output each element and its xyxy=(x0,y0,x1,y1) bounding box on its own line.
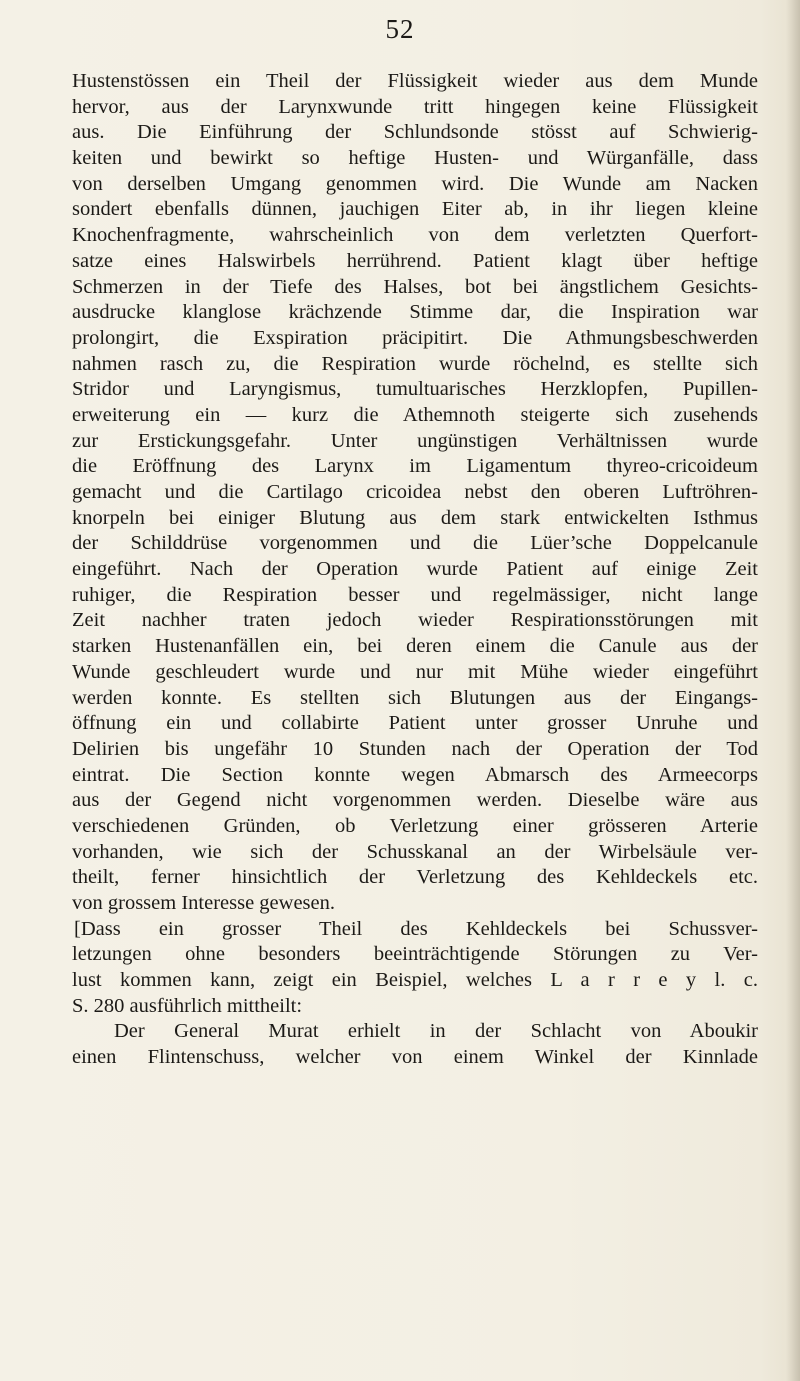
text-line: erweiterung ein — kurz die Athemnoth steigerte sich zusehends xyxy=(72,403,758,426)
text-line: theilt, ferner hinsichtlich der Verletzung des Kehldeckels etc. xyxy=(72,866,758,889)
text-line: Hustenstössen ein Theil der Flüssigkeit wieder aus dem Munde xyxy=(72,70,758,92)
paragraph-start-line: Der General Murat erhielt in der Schlacht von Aboukir xyxy=(114,1020,758,1043)
text-line: ruhiger, die Respiration besser und regelmässiger, nicht lange xyxy=(72,583,758,606)
text-line: die Eröffnung des Larynx im Ligamentum thyreo-cricoideum xyxy=(72,455,758,478)
text-line: satze eines Halswirbels herrührend. Patient klagt über heftige xyxy=(72,249,758,272)
body-text xyxy=(72,69,758,1071)
text-line: Stridor und Laryngismus, tumultuarisches Herzklopfen, Pupillen- xyxy=(72,378,758,401)
page-edge-shadow xyxy=(786,0,800,1381)
text-line: einen Flintenschuss, welcher von einem Winkel der Kinnlade xyxy=(72,1046,758,1069)
paragraph-end-line: S. 280 ausführlich mittheilt: xyxy=(72,994,303,1017)
text-line: Knochenfragmente, wahrscheinlich von dem verletzten Querfort- xyxy=(72,224,758,247)
text-line: Delirien bis ungefähr 10 Stunden nach der Operation der Tod xyxy=(72,737,758,760)
page-number: 52 xyxy=(385,14,415,44)
paragraph-end-line: von grossem Interesse gewesen. xyxy=(72,892,336,914)
text-line: verschiedenen Gründen, ob Verletzung einer grösseren Arterie xyxy=(72,814,758,837)
text-line: der Schilddrüse vorgenommen und die Lüer’sche Doppelcanule xyxy=(72,532,758,555)
text-line: Zeit nachher traten jedoch wieder Respirationsstörungen mit xyxy=(72,609,758,632)
text-line: werden konnte. Es stellten sich Blutungen aus der Eingangs- xyxy=(72,686,758,709)
text-line: vorhanden, wie sich der Schusskanal an der Wirbelsäule ver- xyxy=(72,840,758,863)
text-line: öffnung ein und collabirte Patient unter grosser Unruhe und xyxy=(72,712,758,735)
text-line: knorpeln bei einiger Blutung aus dem stark entwickelten Isthmus xyxy=(72,506,758,529)
text-line: Wunde geschleudert wurde und nur mit Mühe wieder eingeführt xyxy=(72,660,758,683)
text-line: prolongirt, die Exspiration präcipitirt. Die Athmungsbeschwerden xyxy=(72,326,758,349)
text-line: sondert ebenfalls dünnen, jauchigen Eiter ab, in ihr liegen kleine xyxy=(72,198,758,221)
text-line: ausdrucke klanglose krächzende Stimme dar, die Inspiration war xyxy=(72,301,758,324)
text-line: lust kommen kann, zeigt ein Beispiel, welches L a r r e y l. c. xyxy=(72,969,758,992)
text-line: zur Erstickungsgefahr. Unter ungünstigen Verhältnissen wurde xyxy=(72,429,758,452)
text-line: von derselben Umgang genommen wird. Die Wunde am Nacken xyxy=(72,172,758,195)
text-line: gemacht und die Cartilago cricoidea nebst den oberen Luftröhren- xyxy=(72,481,758,503)
text-line: aus der Gegend nicht vorgenommen werden. Dieselbe wäre aus xyxy=(72,789,758,812)
text-line: nahmen rasch zu, die Respiration wurde röchelnd, es stellte sich xyxy=(72,352,758,375)
text-line: keiten und bewirkt so heftige Husten- und Würganfälle, dass xyxy=(72,147,758,170)
text-line: [Dass ein grosser Theil des Kehldeckels bei Schussver- xyxy=(74,917,758,940)
text-line: eingeführt. Nach der Operation wurde Patient auf einige Zeit xyxy=(72,558,758,581)
text-line: aus. Die Einführung der Schlundsonde stösst auf Schwierig- xyxy=(72,121,758,144)
text-line: Schmerzen in der Tiefe des Halses, bot bei ängstlichem Gesichts- xyxy=(72,275,758,298)
text-line: starken Hustenanfällen ein, bei deren einem die Canule aus der xyxy=(72,635,758,658)
text-line: eintrat. Die Section konnte wegen Abmarsch des Armeecorps xyxy=(72,763,758,786)
text-line: letzungen ohne besonders beeinträchtigende Störungen zu Ver- xyxy=(72,943,758,966)
text-line: hervor, aus der Larynxwunde tritt hingegen keine Flüssigkeit xyxy=(72,95,758,118)
